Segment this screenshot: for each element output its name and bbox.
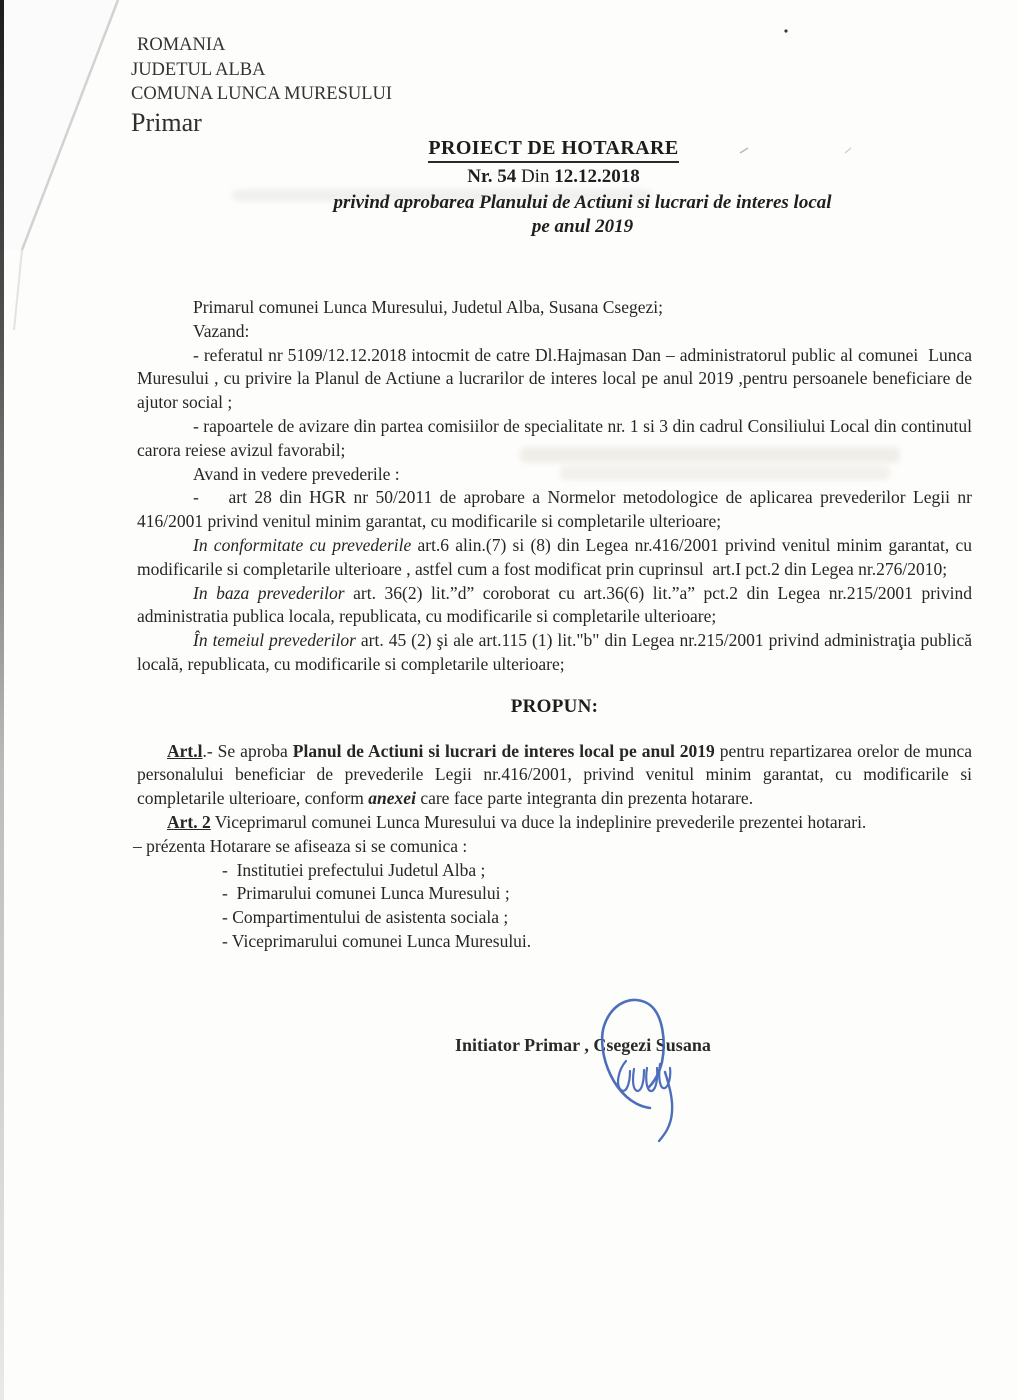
paragraph-intro-text: Primarul comunei Lunca Muresului, Judetul Alba, Susana Csegezi; <box>193 297 663 317</box>
letterhead-country: ROMANIA <box>137 35 226 55</box>
folded-corner <box>4 0 118 250</box>
paragraph-referat <box>137 344 977 415</box>
list-item-text: - Viceprimarului comunei Lunca Muresului. <box>222 930 532 951</box>
paragraph-conformitate <box>137 534 977 582</box>
communication-list <box>137 859 972 954</box>
paragraph-baza <box>137 582 977 630</box>
list-item <box>222 859 972 883</box>
document-number: Nr. 54 <box>467 166 517 187</box>
paragraph-conformitate-lead: In conformitate cu prevederile <box>193 534 412 555</box>
document-number-line <box>137 166 970 188</box>
paragraph-art1 <box>137 740 977 811</box>
paragraph-avand <box>137 463 972 487</box>
art1-plan-title: Planul de Actiuni si lucrari de interes local pe anul 2019 <box>292 740 715 761</box>
letterhead-office: Primar <box>131 107 202 137</box>
paragraph-rapoarte-text: - rapoartele de avizare din partea comisiilor de specialitate nr. 1 si 3 din cadrul Consiliului Local din continutul carora reiese avizul favorabil; <box>137 415 977 460</box>
list-item <box>222 882 972 906</box>
initiator-label: Initiator Primar , Csegezi Susana <box>455 1035 711 1055</box>
paragraph-temeiul <box>137 629 977 677</box>
letterhead-commune: COMUNA LUNCA MURESULUI <box>131 84 393 104</box>
art1-label: Art.l <box>167 740 203 761</box>
paragraph-avand-text: Avand in vedere prevederile : <box>193 463 400 484</box>
paragraph-baza-lead: In baza prevederilor <box>193 582 345 603</box>
propun-heading-text: PROPUN: <box>510 695 599 717</box>
list-item-text: - Primarului comunei Lunca Muresului ; <box>222 883 510 904</box>
list-item <box>222 930 972 954</box>
art1-text: pentru repartizarea orelor de munca personalului beneficiar de prevederile Legii nr.416/2001, privind venitul minim garantat, cu modificarile si completarile ulterioare, conform <box>137 740 977 809</box>
paragraph-vazand-text: Vazand: <box>193 320 250 341</box>
document-number-mid: Din <box>516 166 555 187</box>
art2-text: Viceprimarul comunei Lunca Muresului va duce la indeplinire prevederile prezentei hotarari. <box>210 811 867 832</box>
paragraph-vazand <box>137 320 972 344</box>
paragraph-art28 <box>137 486 977 534</box>
document-subject-line2: pe anul 2019 <box>531 215 634 237</box>
paragraph-temeiul-lead: În temeiul prevederilor <box>193 630 356 651</box>
document-subject-line1: privind aprobarea Planului de Actiuni si lucrari de interes local <box>333 192 832 213</box>
list-item-text: - Compartimentului de asistenta sociala ; <box>222 907 509 928</box>
paragraph-conformitate-text: art.6 alin.(7) si (8) din Legea nr.416/2001 privind venitul minim garantat, cu modificarile si completarile ulterioare , astfel cum a fost modificat prin cuprinsul art.I pct.2 din Legea nr.276/2010; <box>137 534 977 579</box>
crease-line <box>22 0 118 250</box>
list-item <box>222 906 972 930</box>
crease-line-tail <box>14 250 22 330</box>
paragraph-temeiul-text: art. 45 (2) şi ale art.115 (1) lit."b" din Legea nr.215/2001 privind administraţia publică locală, republicata, cu modificarile si completarile ulterioare; <box>137 630 977 674</box>
propun-heading <box>137 695 972 719</box>
paragraph-baza-text: art. 36(2) lit.”d” coroborat cu art.36(6) lit.”a” pct.2 din Legea nr.215/2001 privind administratia publica locala, republicata, cu modificarile si completarile ulterioare; <box>137 582 977 627</box>
letterhead-county: JUDETUL ALBA <box>131 59 266 80</box>
title-block <box>137 137 970 238</box>
document-title: PROIECT DE HOTARARE <box>428 137 678 163</box>
document-date: 12.12.2018 <box>554 166 640 187</box>
letterhead <box>131 33 392 138</box>
list-item-text: - Institutiei prefectului Judetul Alba ; <box>222 859 486 880</box>
scan-edge-line <box>0 0 4 1400</box>
art2-label: Art. 2 <box>167 811 211 832</box>
paragraph-art2 <box>137 811 972 835</box>
paragraph-comunica-text: – prézenta Hotarare se afiseaza si se comunica : <box>133 835 468 856</box>
paragraph-referat-text: - referatul nr 5109/12.12.2018 intocmit de catre Dl.Hajmasan Dan – administratorul public al comunei Lunca Muresului , cu privire la Planul de Actiune a lucrarilor de interes local pe anul 2019 ,pentru persoanele beneficiare de ajutor social ; <box>137 344 977 413</box>
art1-anexa: anexei <box>368 788 416 809</box>
paragraph-intro <box>137 296 972 320</box>
document-body <box>133 296 977 954</box>
paragraph-comunica <box>133 835 972 859</box>
paragraph-art28-text: - art 28 din HGR nr 50/2011 de aprobare a Normelor metodologice de aplicarea prevederilor Legii nr 416/2001 privind venitul minim garantat, cu modificarile si completarile ulterioare; <box>137 487 977 532</box>
ink-speck <box>784 29 787 32</box>
art1-sep: .- Se aproba <box>202 740 293 761</box>
art1-end: care face parte integranta din prezenta hotarare. <box>415 788 754 809</box>
paragraph-rapoarte <box>137 415 977 463</box>
